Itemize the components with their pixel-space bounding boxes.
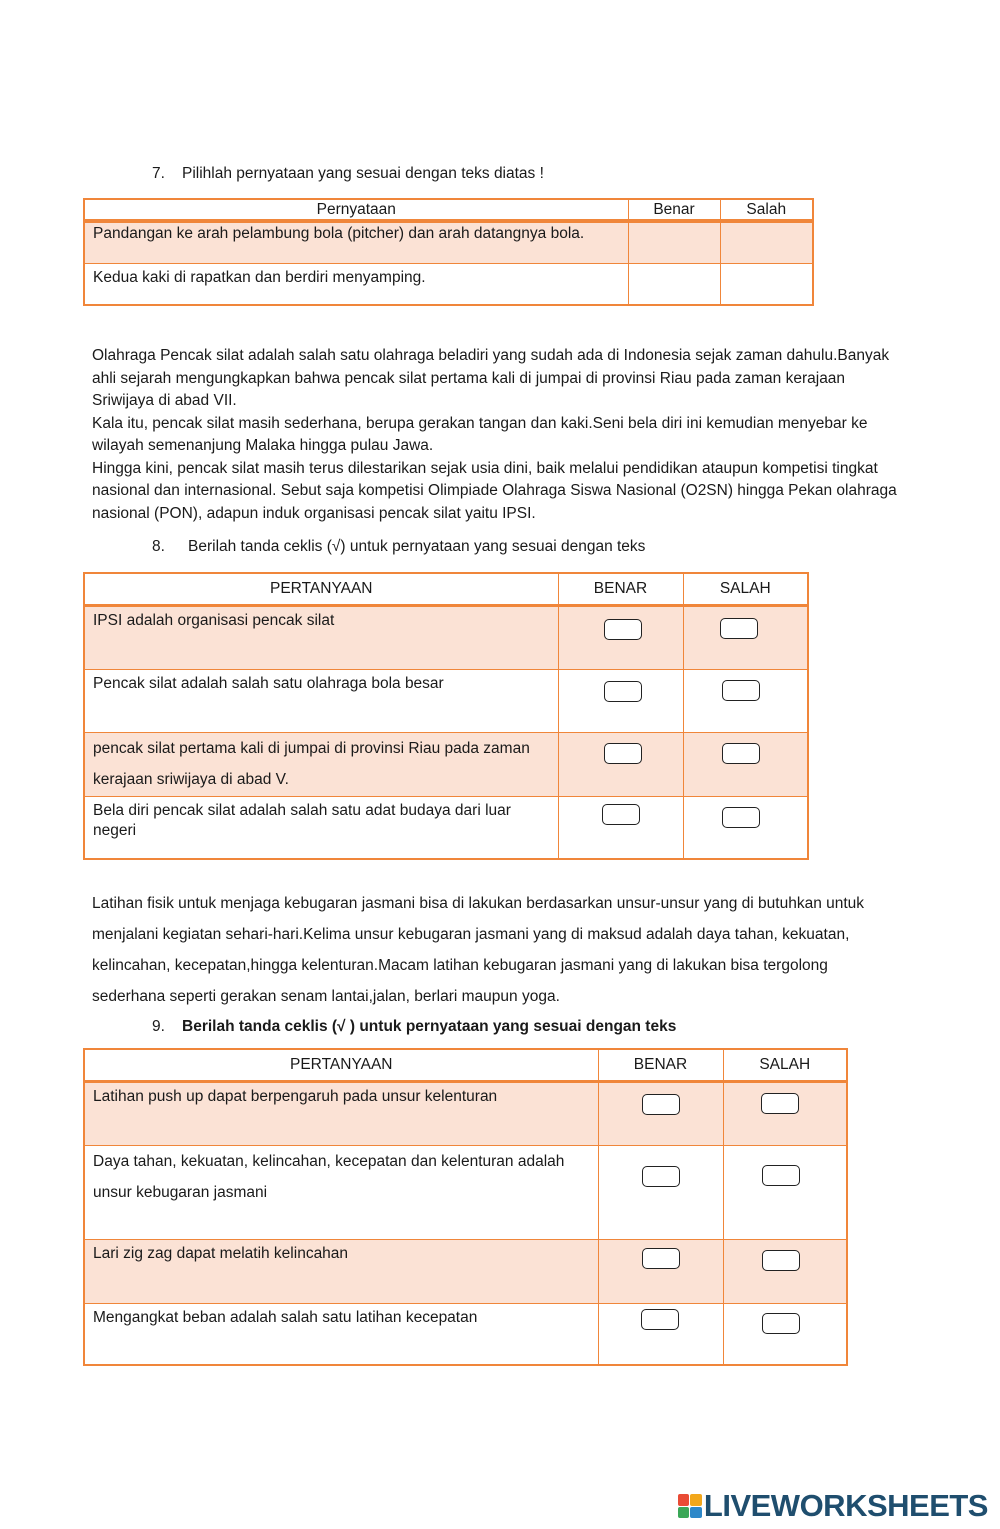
table-row <box>84 263 813 305</box>
table-row <box>84 605 808 669</box>
question-7-title <box>152 165 544 183</box>
table-header-row <box>84 573 808 605</box>
checkbox-true[interactable] <box>604 743 642 764</box>
table-row <box>84 669 808 732</box>
checkbox-false[interactable] <box>762 1165 800 1186</box>
statement-text: Lari zig zag dapat melatih kelincahan <box>84 1239 598 1303</box>
question-text: Pilihlah pernyataan yang sesuai dengan teks diatas ! <box>182 165 544 182</box>
checkbox-true[interactable] <box>604 619 642 640</box>
statement-text: Kedua kaki di rapatkan dan berdiri menyamping. <box>84 263 628 305</box>
table-header-row <box>84 1049 847 1081</box>
checkbox-true[interactable] <box>642 1094 680 1115</box>
statement-text: Pandangan ke arah pelambung bola (pitcher) dan arah datangnya bola. <box>84 221 628 263</box>
checkbox-false[interactable] <box>722 807 760 828</box>
table-row <box>84 221 813 263</box>
table-row <box>84 1239 847 1303</box>
passage-paragraph: Olahraga Pencak silat adalah salah satu olahraga beladiri yang sudah ada di Indonesia sejak zaman dahulu.Banyak ahli sejarah mengungkapkan bahwa pencak silat pertama kali di jumpai di provinsi Riau pada zaman kerajaan Sriwijaya di abad VII. <box>92 347 890 409</box>
checkbox-false[interactable] <box>722 680 760 701</box>
answer-cell-true[interactable] <box>628 221 720 263</box>
passage-paragraph: Kala itu, pencak silat masih sederhana, berupa gerakan tangan dan kaki.Seni bela diri ini kemudian menyebar ke wilayah semenanjung Malaka hingga pulau Jawa. <box>92 414 868 454</box>
passage-pencak-silat <box>92 345 902 525</box>
statement-text: Daya tahan, kekuatan, kelincahan, kecepatan dan kelenturan adalah unsur kebugaran jasmani <box>84 1145 598 1239</box>
statement-text: IPSI adalah organisasi pencak silat <box>84 605 558 669</box>
table-row <box>84 1145 847 1239</box>
header-question: PERTANYAAN <box>84 573 558 605</box>
brand-name: LIVEWORKSHEETS <box>703 1488 988 1523</box>
checkbox-false[interactable] <box>720 618 758 639</box>
header-true: BENAR <box>558 573 683 605</box>
checkbox-false[interactable] <box>761 1093 799 1114</box>
passage-paragraph: Hingga kini, pencak silat masih terus dilestarikan sejak usia dini, baik melalui pendidikan ataupun kompetisi tingkat nasional dan internasional. Sebut saja kompetisi Olimpiade Olahraga Siswa Nasional (O2SN) hingga Pekan olahraga nasional (PON), adapun induk organisasi pencak silat yaitu IPSI. <box>92 459 897 522</box>
table-row <box>84 1303 847 1365</box>
checkbox-false[interactable] <box>762 1313 800 1334</box>
table-row <box>84 732 808 796</box>
answer-cell-false[interactable] <box>720 263 813 305</box>
question-number: 9. <box>152 1018 165 1035</box>
header-false: Salah <box>720 199 813 221</box>
statement-text: Mengangkat beban adalah salah satu latihan kecepatan <box>84 1303 598 1365</box>
question-text: Berilah tanda ceklis (√) untuk pernyataan yang sesuai dengan teks <box>188 538 646 555</box>
checkbox-true[interactable] <box>641 1309 679 1330</box>
passage-paragraph: Latihan fisik untuk menjaga kebugaran jasmani bisa di lakukan berdasarkan unsur-unsur yang di butuhkan untuk menjalani kegiatan sehari-hari.Kelima unsur kebugaran jasmani yang di maksud adalah daya tahan, kekuatan, kelincahan, kecepatan,hingga kelenturan.Macam latihan kebugaran jasmani yang di lakukan bisa tergolong sederhana seperti gerakan senam lantai,jalan, berlari maupun yoga. <box>92 895 865 1005</box>
table-row <box>84 796 808 859</box>
checkbox-false[interactable] <box>722 743 760 764</box>
passage-kebugaran <box>92 888 902 1012</box>
checkbox-true[interactable] <box>602 804 640 825</box>
liveworksheets-logo-icon <box>678 1494 702 1518</box>
header-question: PERTANYAAN <box>84 1049 598 1081</box>
statement-text: Bela diri pencak silat adalah salah satu adat budaya dari luar negeri <box>84 796 558 859</box>
question-9-table <box>83 1048 848 1366</box>
question-8-title <box>152 538 645 556</box>
question-text: Berilah tanda ceklis (√ ) untuk pernyataan yang sesuai dengan teks <box>182 1018 677 1035</box>
question-8-table <box>83 572 809 860</box>
answer-cell-false[interactable] <box>720 221 813 263</box>
question-7-table <box>83 198 814 306</box>
statement-text: Latihan push up dapat berpengaruh pada unsur kelenturan <box>84 1081 598 1145</box>
checkbox-true[interactable] <box>604 681 642 702</box>
header-true: Benar <box>628 199 720 221</box>
header-statement: Pernyataan <box>84 199 628 221</box>
liveworksheets-logo[interactable] <box>678 1488 988 1524</box>
checkbox-true[interactable] <box>642 1166 680 1187</box>
question-number: 8. <box>152 538 165 555</box>
checkbox-true[interactable] <box>642 1248 680 1269</box>
checkbox-false[interactable] <box>762 1250 800 1271</box>
statement-text: pencak silat pertama kali di jumpai di provinsi Riau pada zaman kerajaan sriwijaya di abad V. <box>84 732 558 796</box>
header-false: SALAH <box>723 1049 847 1081</box>
question-number: 7. <box>152 165 165 182</box>
table-row <box>84 1081 847 1145</box>
question-9-title <box>152 1018 676 1036</box>
table-header-row <box>84 199 813 221</box>
statement-text: Pencak silat adalah salah satu olahraga bola besar <box>84 669 558 732</box>
answer-cell-true[interactable] <box>628 263 720 305</box>
header-false: SALAH <box>683 573 808 605</box>
header-true: BENAR <box>598 1049 723 1081</box>
